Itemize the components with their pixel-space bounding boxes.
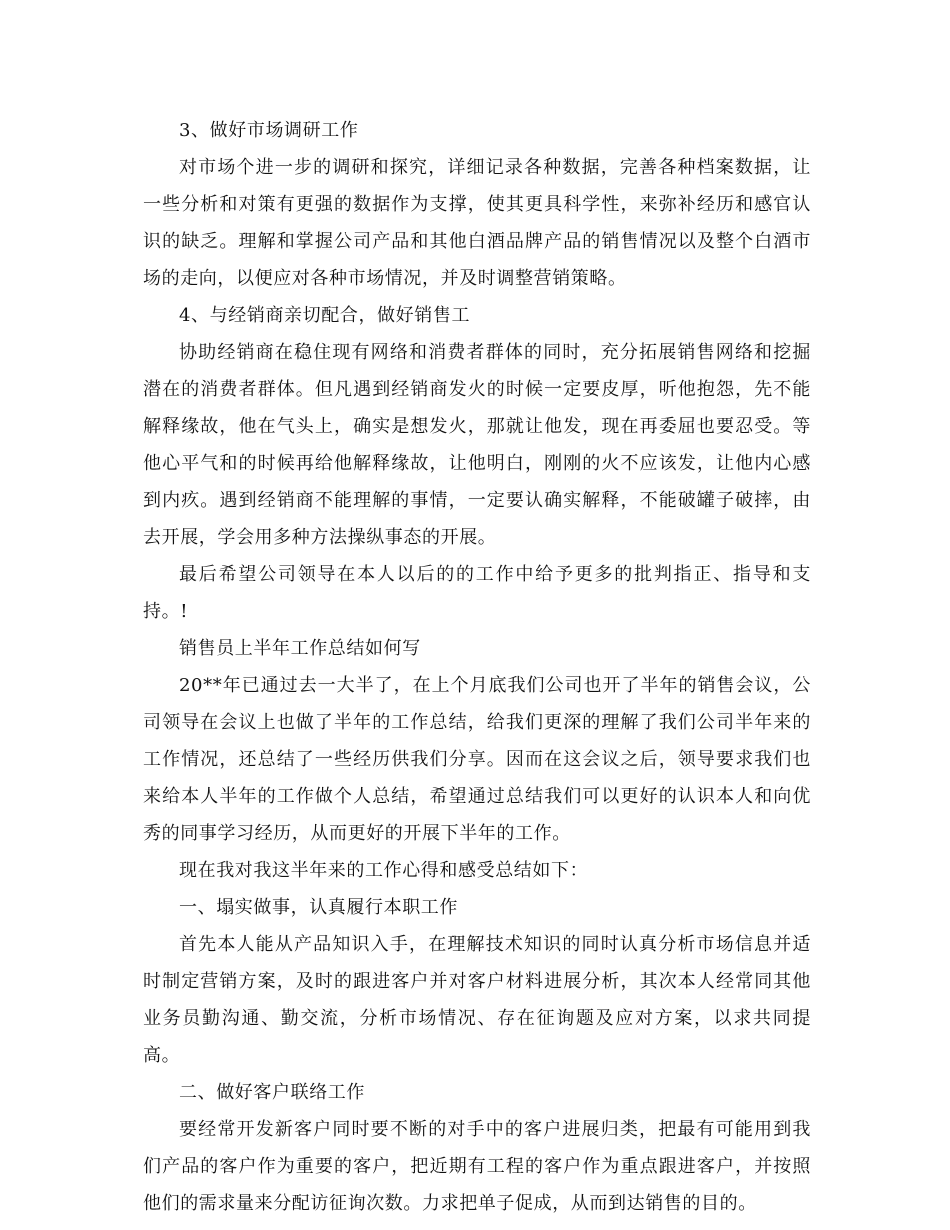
paragraph-diligent-work: 首先本人能从产品知识入手，在理解技术知识的同时认真分析市场信息并适时制定营销方案，及时的跟进客户并对客户材料进展分析，其次本人经常同其他业务员勤沟通、勤交流，分析市场情况、存在征询题及应对方案，以求共同提高。 bbox=[143, 934, 811, 1066]
paragraph-closing: 最后希望公司领导在本人以后的的工作中给予更多的批判指正、指导和支持。! bbox=[143, 564, 811, 622]
section-heading-diligent-work: 一、塌实做事，认真履行本职工作 bbox=[179, 897, 458, 918]
paragraph-client-contact: 要经常开发新客户同时要不断的对手中的客户进展归类，把最有可能用到我们产品的客户作为重要的客户，把近期有工程的客户作为重点跟进客户，并按照他们的需求量来分配访征询次数。力求把单子促成，从而到达销售的目的。 bbox=[143, 1119, 811, 1214]
section-heading-distributor: 4、与经销商亲切配合，做好销售工 bbox=[179, 305, 471, 326]
paragraph-summary-lead: 现在我对我这半年来的工作心得和感受总结如下： bbox=[179, 860, 589, 881]
section-heading-client-contact: 二、做好客户联络工作 bbox=[179, 1082, 365, 1103]
section-heading-market-research: 3、做好市场调研工作 bbox=[179, 120, 359, 141]
paragraph-distributor: 协助经销商在稳住现有网络和消费者群体的同时，充分拓展销售网络和挖掘潜在的消费者群体。但凡遇到经销商发火的时候一定要皮厚，听他抱怨，先不能解释缘故，他在气头上，确实是想发火，那就让他发，现在再委屈也要忍受。等他心平气和的时候再给他解释缘故，让他明白，刚刚的火不应该发，让他内心感到内疚。遇到经销商不能理解的事情，一定要认确实解释，不能破罐子破摔，由去开展，学会用多种方法操纵事态的开展。 bbox=[143, 342, 811, 548]
document-body bbox=[143, 112, 811, 1222]
article-title: 销售员上半年工作总结如何写 bbox=[179, 638, 421, 659]
paragraph-intro: 20**年已通过去一大半了，在上个月底我们公司也开了半年的销售会议，公司领导在会议上也做了半年的工作总结，给我们更深的理解了我们公司半年来的工作情况，还总结了一些经历供我们分享。因而在这会议之后，领导要求我们也来给本人半年的工作做个人总结，希望通过总结我们可以更好的认识本人和向优秀的同事学习经历，从而更好的开展下半年的工作。 bbox=[143, 675, 811, 844]
paragraph-market-research: 对市场个进一步的调研和探究，详细记录各种数据，完善各种档案数据，让一些分析和对策有更强的数据作为支撑，使其更具科学性，来弥补经历和感官认识的缺乏。理解和掌握公司产品和其他白酒品牌产品的销售情况以及整个白酒市场的走向，以便应对各种市场情况，并及时调整营销策略。 bbox=[143, 157, 811, 289]
